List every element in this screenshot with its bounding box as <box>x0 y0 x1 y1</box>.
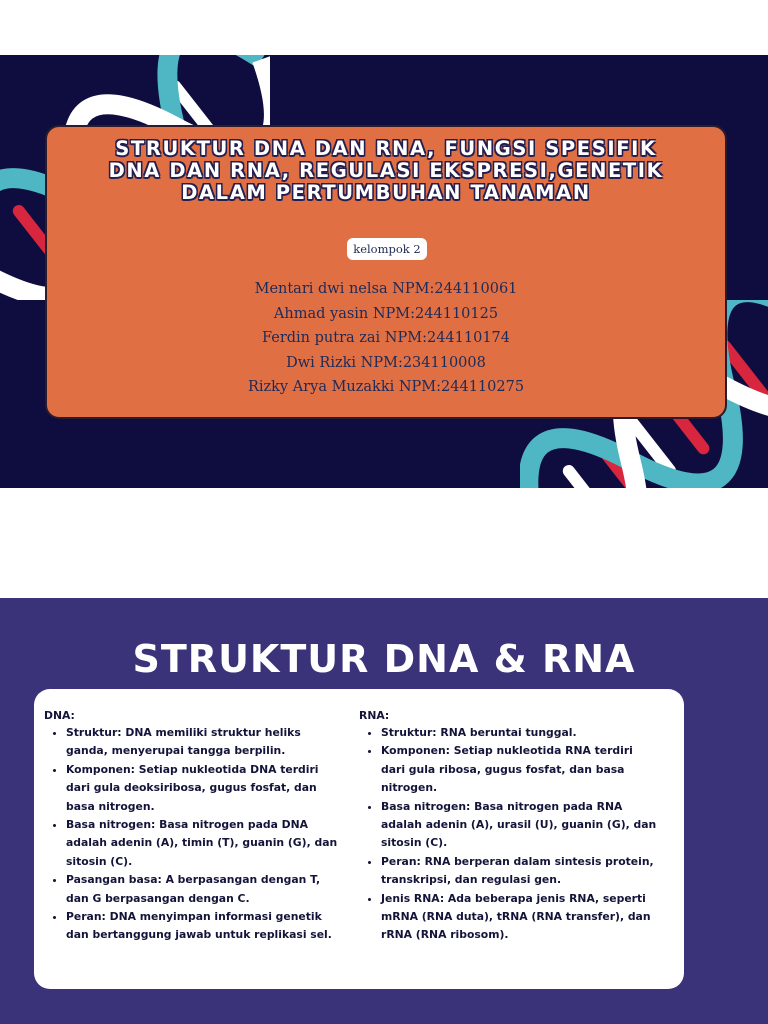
slide-title: STRUKTUR DNA DAN RNA, FUNGSI SPESIFIK DNA DAN RNA, REGULASI EKSPRESI,GENETIK DALAM PERTUMBUHAN TANAMAN <box>108 137 664 204</box>
dna-heading: DNA: <box>44 709 75 722</box>
member-item: Ferdin putra zai NPM:244110174 <box>261 330 510 347</box>
member-list <box>47 277 725 400</box>
list-item: • Peran: RNA berperan dalam sintesis protein, transkripsi, dan regulasi gen. <box>381 853 659 890</box>
list-item: • Basa nitrogen: Basa nitrogen pada DNA adalah adenin (A), timin (T), guanin (G), dan sitosin (C). <box>66 816 344 871</box>
member-item: Dwi Rizki NPM:234110008 <box>286 354 486 371</box>
dna-column <box>44 707 344 945</box>
list-item: • Peran: DNA menyimpan informasi genetik dan bertanggung jawab untuk replikasi sel. <box>66 908 344 945</box>
dna-point-list <box>44 724 344 945</box>
slide-title: STRUKTUR DNA & RNA <box>132 637 636 681</box>
member-item: Rizky Arya Muzakki NPM:244110275 <box>247 379 525 396</box>
rna-heading: RNA: <box>359 709 390 722</box>
title-card <box>45 125 727 419</box>
rna-point-list <box>359 724 659 945</box>
rna-column <box>359 707 659 945</box>
member-item: Ahmad yasin NPM:244110125 <box>273 305 499 322</box>
list-item: • Komponen: Setiap nukleotida DNA terdiri dari gula deoksiribosa, gugus fosfat, dan basa nitrogen. <box>66 761 344 816</box>
list-item: • Jenis RNA: Ada beberapa jenis RNA, seperti mRNA (RNA duta), tRNA (RNA transfer), dan rRNA (RNA ribosom). <box>381 890 659 945</box>
list-item: • Basa nitrogen: Basa nitrogen pada RNA adalah adenin (A), urasil (U), guanin (G), dan sitosin (C). <box>381 798 659 853</box>
structure-slide <box>0 598 768 1024</box>
group-badge: kelompok 2 <box>347 238 427 260</box>
member-item: Mentari dwi nelsa NPM:244110061 <box>254 281 518 297</box>
title-slide <box>0 55 768 488</box>
list-item: • Struktur: RNA beruntai tunggal. <box>381 724 659 742</box>
list-item: • Pasangan basa: A berpasangan dengan T, dan G berpasangan dengan C. <box>66 871 344 908</box>
list-item: • Komponen: Setiap nukleotida RNA terdiri dari gula ribosa, gugus fosfat, dan basa nitrogen. <box>381 742 659 797</box>
content-card <box>34 689 684 989</box>
list-item: • Struktur: DNA memiliki struktur heliks ganda, menyerupai tangga berpilin. <box>66 724 344 761</box>
